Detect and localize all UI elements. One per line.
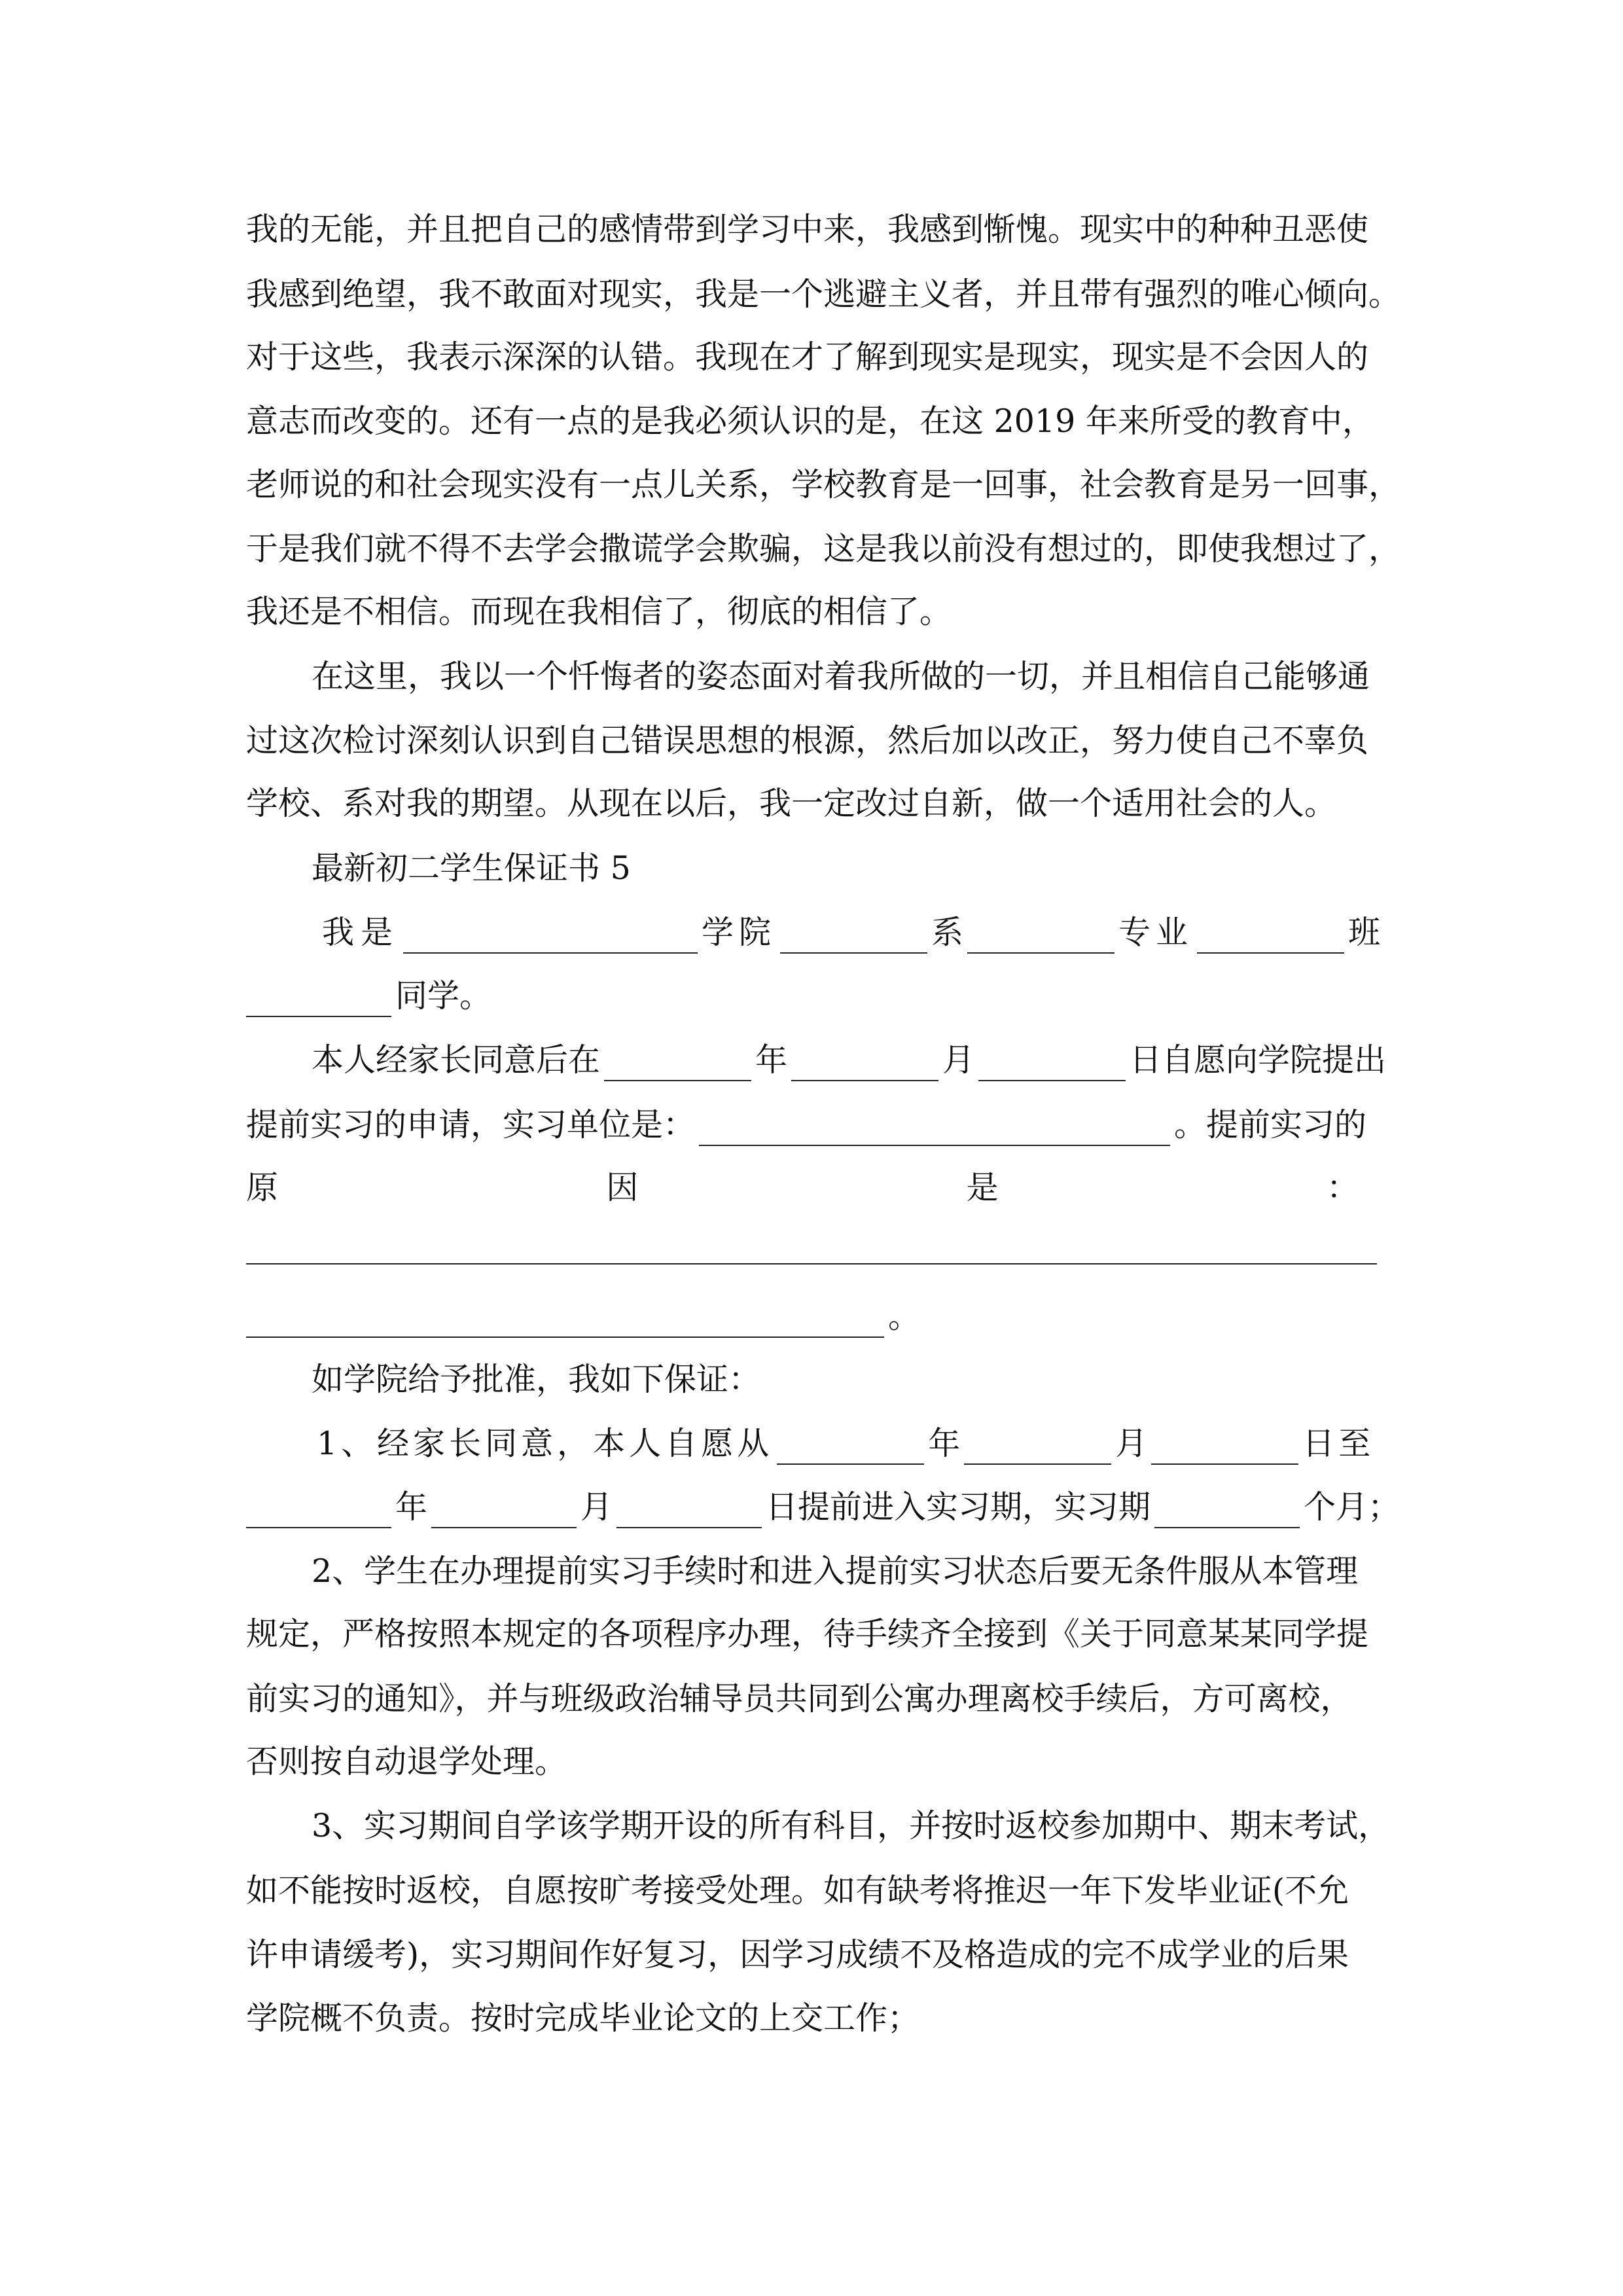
label: 年 xyxy=(395,1488,428,1526)
label: 同学。 xyxy=(395,977,492,1014)
label: 年 xyxy=(928,1425,961,1462)
label: 日至 xyxy=(1302,1425,1375,1462)
pledge-item-2: 2、学生在办理提前实习手续时和进入提前实习状态后要无条件服从本管理 xyxy=(312,1552,1359,1590)
blank-field[interactable] xyxy=(791,1047,938,1081)
label: 月 xyxy=(942,1041,975,1079)
blank-field[interactable] xyxy=(246,1263,1377,1265)
label: 提前实习的申请，实习单位是： xyxy=(246,1106,696,1143)
pledge-item-3: 学院概不负责。按时完成毕业论文的上交工作； xyxy=(246,2000,920,2037)
form-line-reason-end xyxy=(246,1296,1377,1338)
blank-field[interactable] xyxy=(246,983,391,1017)
blank-field[interactable] xyxy=(403,920,698,954)
blank-field[interactable] xyxy=(1151,1431,1298,1465)
blank-field[interactable] xyxy=(967,920,1115,954)
label: 日提前进入实习期，实习期 xyxy=(766,1488,1151,1526)
body-line: 学校、系对我的期望。从现在以后，我一定改过自新，做一个适用社会的人。 xyxy=(246,785,1337,822)
pledge-item-2: 否则按自动退学处理。 xyxy=(246,1743,567,1780)
body-line: 我感到绝望，我不敢面对现实，我是一个逃避主义者，并且带有强烈的唯心倾向。 xyxy=(246,276,1401,313)
label: 是 xyxy=(966,1169,999,1206)
label: 个月； xyxy=(1304,1488,1400,1526)
blank-field[interactable] xyxy=(964,1431,1111,1465)
blank-field[interactable] xyxy=(246,1494,391,1528)
pledge-item-2: 前实习的通知》，并与班级政治辅导员共同到公寓办理离校手续后，方可离校， xyxy=(246,1680,1353,1717)
pledge-item-2: 规定，严格按照本规定的各项程序办理，待手续齐全接到《关于同意某某同学提 xyxy=(246,1615,1369,1653)
form-line-date xyxy=(246,1039,1387,1081)
label: 系 xyxy=(931,914,964,951)
label: 。 xyxy=(888,1298,921,1335)
pledge-item-3: 3、实习期间自学该学期开设的所有科目，并按时返校参加期中、期末考试， xyxy=(312,1807,1391,1844)
blank-field[interactable] xyxy=(780,920,927,954)
pledge-item-1-cont xyxy=(246,1486,1400,1528)
form-line-reason xyxy=(246,1167,1359,1209)
blank-field[interactable] xyxy=(604,1047,751,1081)
pledge-item-1 xyxy=(246,1423,1377,1465)
pledge-item-3: 如不能按时返校，自愿按旷考接受处理。如有缺考将推迟一年下发毕业证(不允 xyxy=(246,1872,1349,1909)
body-line: 我还是不相信。而现在我相信了，彻底的相信了。 xyxy=(246,593,952,630)
label: 班 xyxy=(1348,914,1381,951)
label: 。提前实习的 xyxy=(1174,1106,1367,1143)
pledge-intro: 如学院给予批准，我如下保证： xyxy=(312,1361,761,1398)
blank-field[interactable] xyxy=(431,1494,577,1528)
label: ： xyxy=(1326,1169,1359,1206)
body-line: 于是我们就不得不去学会撒谎学会欺骗，这是我以前没有想过的，即使我想过了， xyxy=(246,530,1401,567)
blank-field[interactable] xyxy=(1154,1494,1300,1528)
label: 本人经家长同意后在 xyxy=(312,1041,601,1079)
blank-field[interactable] xyxy=(246,1304,884,1338)
label: 月 xyxy=(580,1488,613,1526)
blank-field[interactable] xyxy=(1197,920,1344,954)
label: 学院 xyxy=(702,914,777,951)
blank-field[interactable] xyxy=(978,1047,1126,1081)
body-line: 意志而改变的。还有一点的是我必须认识的是，在这 2019 年来所受的教育中， xyxy=(246,403,1374,440)
section-title: 最新初二学生保证书 5 xyxy=(312,850,631,887)
body-line: 我的无能，并且把自己的感情带到学习中来，我感到惭愧。现实中的种种丑恶使 xyxy=(246,211,1369,248)
body-line: 老师说的和社会现实没有一点儿关系，学校教育是一回事，社会教育是另一回事， xyxy=(246,466,1401,503)
label: 年 xyxy=(755,1041,788,1079)
pledge-item-3: 许申请缓考)，实习期间作好复习，因学习成绩不及格造成的完不成学业的后果 xyxy=(246,1936,1349,1973)
body-line: 过这次检讨深刻认识到自己错误思想的根源，然后加以改正，努力使自己不辜负 xyxy=(246,722,1369,759)
blank-field[interactable] xyxy=(699,1112,1170,1146)
blank-field[interactable] xyxy=(616,1494,762,1528)
body-line: 对于这些，我表示深深的认错。我现在才了解到现实是现实，现实是不会因人的 xyxy=(246,338,1369,376)
label: 原 xyxy=(246,1169,279,1206)
form-line-class xyxy=(246,975,1377,1017)
label: 日自愿向学院提出 xyxy=(1130,1041,1387,1079)
blank-field[interactable] xyxy=(777,1431,924,1465)
form-line-unit xyxy=(246,1104,1377,1146)
form-line-identity xyxy=(246,912,1381,954)
label: 1、经家长同意，本人自愿从 xyxy=(317,1425,774,1462)
label: 月 xyxy=(1115,1425,1148,1462)
label: 我是 xyxy=(322,914,400,951)
label: 专业 xyxy=(1118,914,1194,951)
body-line: 在这里，我以一个忏悔者的姿态面对着我所做的一切，并且相信自己能够通 xyxy=(312,658,1370,695)
label: 因 xyxy=(606,1169,639,1206)
